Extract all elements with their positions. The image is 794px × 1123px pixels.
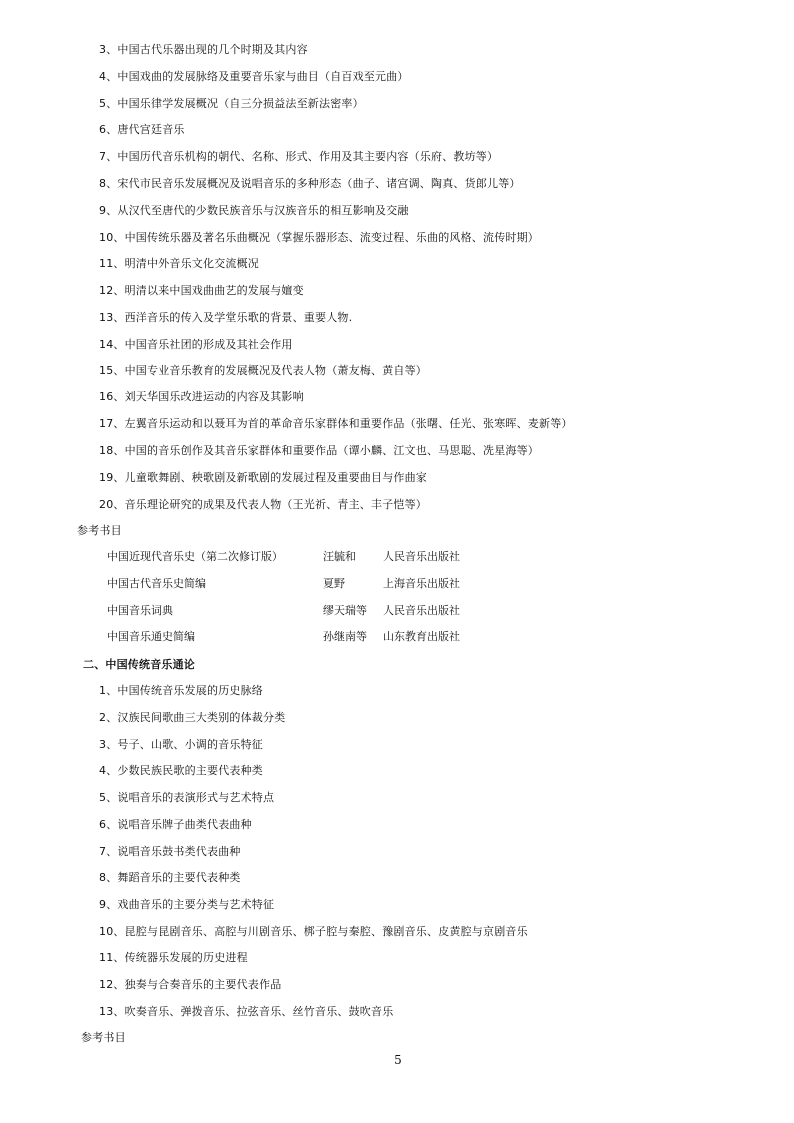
reference-author: 汪毓和 xyxy=(323,550,356,563)
reference-row xyxy=(107,577,527,591)
list-item: 6、唐代宫廷音乐 xyxy=(99,123,185,136)
list-item: 10、中国传统乐器及著名乐曲概况（掌握乐器形态、流变过程、乐曲的风格、流传时期） xyxy=(99,231,539,244)
reference-author: 缪天瑞等 xyxy=(323,604,367,617)
reference-title: 中国音乐通史简编 xyxy=(107,630,195,643)
page-number: 5 xyxy=(394,1053,402,1067)
reference-publisher: 山东教育出版社 xyxy=(383,630,460,643)
list-item: 12、明清以来中国戏曲曲艺的发展与嬗变 xyxy=(99,284,304,297)
reference-title: 中国近现代音乐史（第二次修订版） xyxy=(107,550,283,563)
list-item: 18、中国的音乐创作及其音乐家群体和重要作品（谭小麟、江文也、马思聪、冼星海等） xyxy=(99,444,539,457)
list-item: 15、中国专业音乐教育的发展概况及代表人物（萧友梅、黄自等） xyxy=(99,364,427,377)
list-item: 13、吹奏音乐、弹拨音乐、拉弦音乐、丝竹音乐、鼓吹音乐 xyxy=(99,1005,394,1018)
list-item: 1、中国传统音乐发展的历史脉络 xyxy=(99,684,263,697)
list-item: 5、中国乐律学发展概况（自三分损益法至新法密率） xyxy=(99,97,364,110)
references-label: 参考书目 xyxy=(81,1031,126,1044)
reference-publisher: 人民音乐出版社 xyxy=(383,550,460,563)
reference-author: 夏野 xyxy=(323,577,345,590)
list-item: 12、独奏与合奏音乐的主要代表作品 xyxy=(99,978,282,991)
reference-row xyxy=(107,604,527,618)
list-item: 9、戏曲音乐的主要分类与艺术特征 xyxy=(99,898,275,911)
list-item: 5、说唱音乐的表演形式与艺术特点 xyxy=(99,791,275,804)
list-item: 10、昆腔与昆剧音乐、高腔与川剧音乐、梆子腔与秦腔、豫剧音乐、皮黄腔与京剧音乐 xyxy=(99,925,528,938)
list-item: 4、少数民族民歌的主要代表种类 xyxy=(99,764,263,777)
reference-publisher: 人民音乐出版社 xyxy=(383,604,460,617)
list-item: 11、传统器乐发展的历史进程 xyxy=(99,951,248,964)
list-item: 14、中国音乐社团的形成及其社会作用 xyxy=(99,338,293,351)
references-label: 参考书目 xyxy=(77,524,122,537)
list-item: 6、说唱音乐牌子曲类代表曲种 xyxy=(99,818,252,831)
list-item: 20、音乐理论研究的成果及代表人物（王光祈、青主、丰子恺等） xyxy=(99,498,427,511)
list-item: 16、刘天华国乐改进运动的内容及其影响 xyxy=(99,390,304,403)
list-item: 9、从汉代至唐代的少数民族音乐与汉族音乐的相互影响及交融 xyxy=(99,204,409,217)
list-item: 8、宋代市民音乐发展概况及说唱音乐的多种形态（曲子、诸宫调、陶真、货郎儿等） xyxy=(99,177,521,190)
reference-publisher: 上海音乐出版社 xyxy=(383,577,460,590)
list-item: 13、西洋音乐的传入及学堂乐歌的背景、重要人物. xyxy=(99,311,353,324)
list-item: 11、明清中外音乐文化交流概况 xyxy=(99,257,259,270)
list-item: 3、中国古代乐器出现的几个时期及其内容 xyxy=(99,43,308,56)
reference-row xyxy=(107,630,527,644)
list-item: 3、号子、山歌、小调的音乐特征 xyxy=(99,738,263,751)
list-item: 7、中国历代音乐机构的朝代、名称、形式、作用及其主要内容（乐府、教坊等） xyxy=(99,150,499,163)
reference-row xyxy=(107,550,527,564)
list-item: 19、儿童歌舞剧、秧歌剧及新歌剧的发展过程及重要曲目与作曲家 xyxy=(99,471,427,484)
section-heading: 二、中国传统音乐通论 xyxy=(83,658,195,671)
list-item: 8、舞蹈音乐的主要代表种类 xyxy=(99,871,241,884)
reference-title: 中国古代音乐史简编 xyxy=(107,577,206,590)
reference-author: 孙继南等 xyxy=(323,630,367,643)
reference-title: 中国音乐词典 xyxy=(107,604,173,617)
list-item: 2、汉族民间歌曲三大类别的体裁分类 xyxy=(99,711,286,724)
list-item: 17、左翼音乐运动和以聂耳为首的革命音乐家群体和重要作品（张曙、任光、张寒晖、麦新等） xyxy=(99,417,573,430)
list-item: 4、中国戏曲的发展脉络及重要音乐家与曲目（自百戏至元曲） xyxy=(99,70,409,83)
list-item: 7、说唱音乐鼓书类代表曲种 xyxy=(99,845,241,858)
